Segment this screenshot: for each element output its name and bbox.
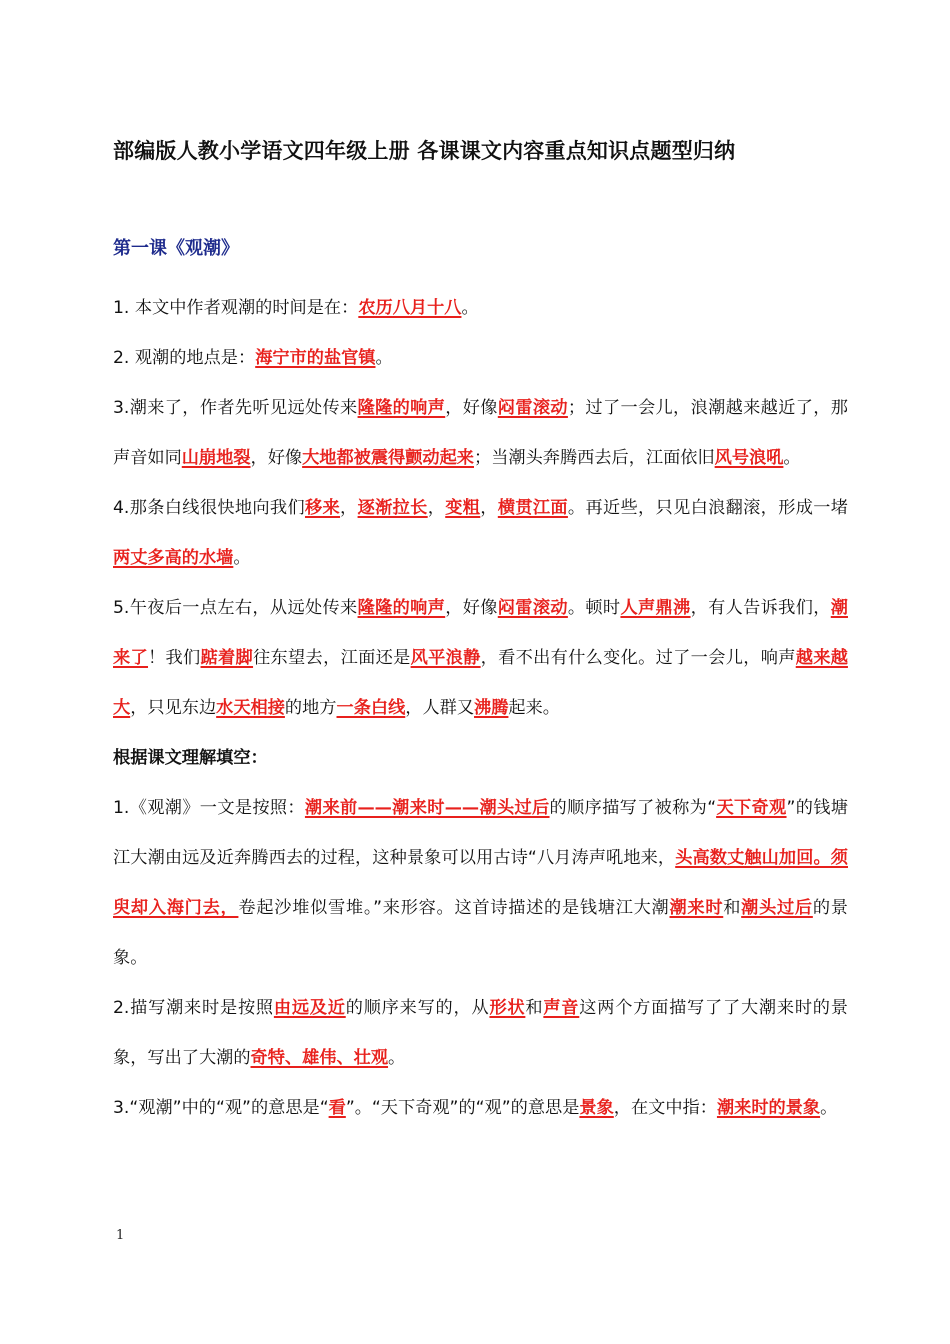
answer-highlight: 景象 <box>579 1098 614 1118</box>
paragraph-text: 的顺序描写了被称为“ <box>549 798 717 818</box>
paragraph-text: 起来。 <box>508 698 560 718</box>
paragraph-text: 往东望去，江面还是 <box>253 648 411 668</box>
paragraph-text: 。 <box>375 348 393 368</box>
answer-highlight: 移来 <box>304 498 341 518</box>
paragraph-text: ，在文中指： <box>613 1098 717 1118</box>
paragraph-text: 这两个方面描写了了大潮来时的景象，写出了大潮的 <box>113 998 848 1068</box>
paragraph <box>113 783 848 983</box>
paragraph-text: 5.午夜后一点左右，从远处传来 <box>113 598 358 618</box>
paragraph-text: 。 <box>820 1098 838 1118</box>
paragraph-text: ”的钱塘江大潮由远及近奔腾西去的过程，这种景象可以用古诗“八月涛声吼地来， <box>113 798 848 868</box>
paragraph-text: 3.“观潮”中的“观”的意思是“ <box>113 1098 329 1118</box>
paragraph-text: ；过了一会儿，浪潮越来越近了，那声音如同 <box>113 398 848 468</box>
answer-highlight: 头高数丈触山加回。须臾却入海门去， <box>113 848 848 918</box>
paragraph-text: ”。“天下奇观”的“观”的意思是 <box>345 1098 580 1118</box>
paragraph-text: 卷起沙堆似雪堆。”来形容。这首诗描述的是钱塘江大潮 <box>238 898 670 918</box>
paragraph <box>113 483 848 583</box>
paragraph-text: ；当潮头奔腾西去后，江面依旧 <box>474 448 715 468</box>
page-number: 1 <box>116 1228 125 1243</box>
paragraph-text: ，有人告诉我们， <box>690 598 831 618</box>
paragraph-text: 3.潮来了，作者先听见远处传来 <box>113 398 358 418</box>
paragraph-text: ，人群又 <box>405 698 475 718</box>
answer-highlight: 由远及近 <box>273 998 346 1018</box>
paragraph-text: 的地方 <box>284 698 337 718</box>
paragraph-text: 和 <box>525 998 544 1018</box>
answer-highlight: 隆隆的响声 <box>357 398 446 418</box>
paragraph-text: 。 <box>388 1048 406 1068</box>
answer-highlight: 农历八月十八 <box>358 298 462 318</box>
answer-highlight: 水天相接 <box>216 698 285 718</box>
paragraph-text: 2.描写潮来时是按照 <box>113 998 274 1018</box>
paragraph <box>113 383 848 483</box>
answer-highlight: 大地都被震得颤动起来 <box>302 448 474 468</box>
answer-highlight: 变粗 <box>445 498 481 518</box>
answer-highlight: 越来越大 <box>113 648 848 718</box>
paragraph-text: ， <box>340 498 358 518</box>
paragraph-text: ，好像 <box>250 448 303 468</box>
paragraph-text: 。 <box>783 448 801 468</box>
paragraph-text: 1. 本文中作者观潮的时间是在： <box>113 298 359 318</box>
paragraph-text: 的顺序来写的，从 <box>345 998 490 1018</box>
answer-highlight: 逐渐拉长 <box>357 498 428 518</box>
page-title: 部编版人教小学语文四年级上册 各课课文内容重点知识点题型归纳 <box>113 139 736 163</box>
paragraph <box>113 283 848 333</box>
paragraph-text: 。顿时 <box>567 598 621 618</box>
answer-highlight: 隆隆的响声 <box>357 598 446 618</box>
answer-highlight: 潮来时的景象 <box>716 1098 821 1118</box>
paragraph <box>113 333 848 383</box>
answer-highlight: 沸腾 <box>474 698 509 718</box>
paragraph-text: 和 <box>723 898 742 918</box>
paragraph <box>113 983 848 1083</box>
paragraph <box>113 1083 848 1133</box>
paragraph-text: ，好像 <box>445 598 498 618</box>
paragraph-text: ！我们 <box>148 648 201 668</box>
answer-highlight: 声音 <box>543 998 580 1018</box>
paragraph <box>113 733 848 783</box>
paragraph-text: 4.那条白线很快地向我们 <box>113 498 305 518</box>
answer-highlight: 潮来前——潮来时——潮头过后 <box>304 798 550 818</box>
answer-highlight: 人声鼎沸 <box>620 598 691 618</box>
paragraph-text: ，看不出有什么变化。过了一会儿，响声 <box>480 648 796 668</box>
answer-highlight: 踮着脚 <box>200 648 254 668</box>
paragraph-text: 2. 观潮的地点是： <box>113 348 256 368</box>
paragraph-text: ，好像 <box>445 398 498 418</box>
answer-highlight: 闷雷滚动 <box>497 398 568 418</box>
answer-highlight: 天下奇观 <box>716 798 787 818</box>
answer-highlight: 闷雷滚动 <box>497 598 568 618</box>
paragraph-text: 的景象。 <box>113 898 848 968</box>
answer-highlight: 潮来时 <box>669 898 724 918</box>
paragraph-text: 。再近些，只见白浪翻滚，形成一堵 <box>567 498 848 518</box>
answer-highlight: 看 <box>328 1098 346 1118</box>
answer-highlight: 两丈多高的水墙 <box>113 548 234 568</box>
answer-highlight: 潮来了 <box>113 598 848 668</box>
answer-highlight: 横贯江面 <box>497 498 568 518</box>
paragraph-text: ，只见东边 <box>130 698 217 718</box>
answer-highlight: 海宁市的盐官镇 <box>255 348 376 368</box>
answer-highlight: 奇特、雄伟、壮观 <box>250 1048 389 1068</box>
paragraph <box>113 583 848 733</box>
answer-highlight: 潮头过后 <box>741 898 813 918</box>
answer-highlight: 风号浪吼 <box>714 448 784 468</box>
paragraph-text: 。 <box>233 548 251 568</box>
paragraph-text: 1.《观潮》一文是按照： <box>113 798 305 818</box>
paragraph-text: ， <box>480 498 498 518</box>
answer-highlight: 风平浪静 <box>410 648 481 668</box>
answer-highlight: 一条白线 <box>336 698 406 718</box>
answer-highlight: 形状 <box>489 998 526 1018</box>
lesson-heading: 第一课《观潮》 <box>113 238 239 259</box>
paragraph-text: 。 <box>461 298 479 318</box>
document-body <box>113 283 848 1133</box>
paragraph-text: ， <box>427 498 446 518</box>
answer-highlight: 山崩地裂 <box>181 448 251 468</box>
section-subheading: 根据课文理解填空： <box>113 748 268 768</box>
